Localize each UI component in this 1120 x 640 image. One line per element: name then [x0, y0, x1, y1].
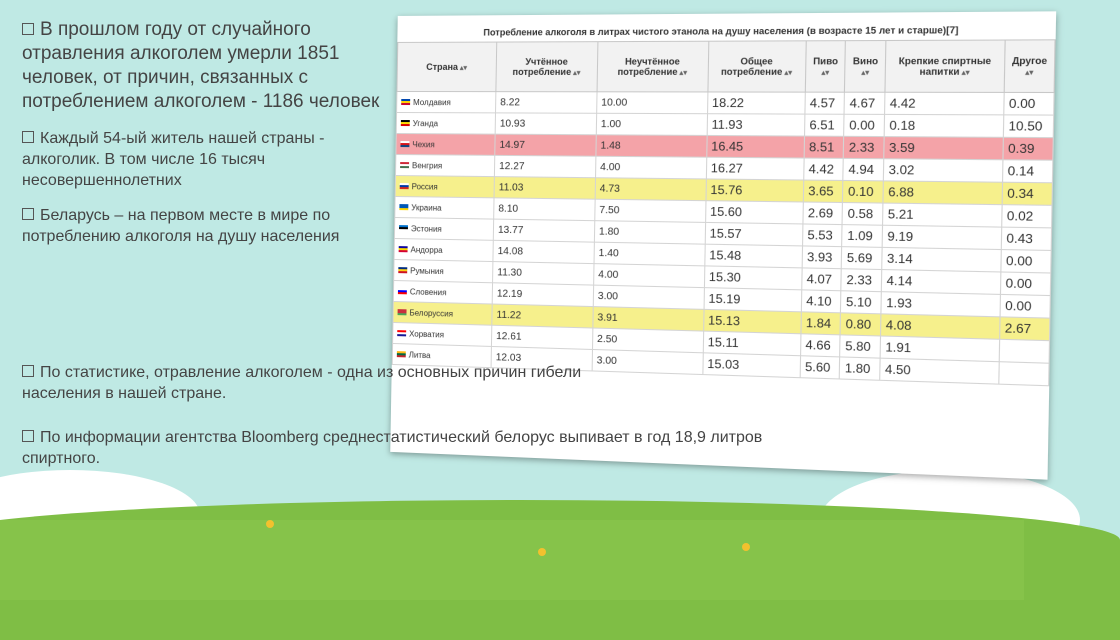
value-cell: 0.00: [844, 114, 885, 136]
value-cell: 5.21: [883, 203, 1002, 227]
country-cell: Эстония: [394, 218, 493, 241]
flag-icon: [398, 288, 407, 294]
checkbox-bullet-icon: [22, 131, 34, 143]
value-cell: 5.10: [841, 291, 881, 314]
value-cell: 4.42: [885, 92, 1004, 115]
flag-icon: [397, 351, 406, 357]
value-cell: [999, 362, 1049, 386]
value-cell: 14.97: [495, 134, 596, 156]
value-cell: 4.00: [593, 264, 704, 288]
value-cell: 12.03: [491, 346, 592, 370]
country-cell: Уганда: [396, 112, 495, 134]
value-cell: 3.00: [592, 349, 703, 374]
bullet-item: В прошлом году от случайного отравления алкоголем умерли 1851 человек, от причин, связанных с потреблением алкоголем - 1186 человек: [22, 19, 380, 112]
value-cell: 0.34: [1002, 182, 1053, 205]
flag-icon: [401, 99, 410, 105]
value-cell: 3.14: [882, 247, 1001, 272]
table-title: Потребление алкоголя в литрах чистого этанола на душу населения (в возрасте 15 лет и старше)[7]: [483, 24, 959, 38]
value-cell: 1.84: [801, 312, 841, 335]
value-cell: 0.58: [843, 203, 884, 226]
value-cell: 3.00: [593, 285, 704, 309]
table-row: [397, 91, 1055, 115]
grass-ground: [0, 520, 1024, 600]
value-cell: 15.76: [705, 179, 803, 202]
value-cell: 16.27: [706, 157, 804, 180]
value-cell: 16.45: [706, 135, 804, 158]
value-cell: 0.02: [1002, 205, 1053, 228]
value-cell: 0.14: [1002, 160, 1053, 183]
value-cell: 0.18: [884, 114, 1003, 137]
col-total: Общее потребление ▴▾: [707, 41, 806, 92]
value-cell: 8.10: [494, 198, 595, 221]
value-cell: 11.30: [493, 262, 594, 286]
checkbox-bullet-icon: [22, 365, 34, 377]
value-cell: 4.73: [595, 178, 706, 201]
flag-icon: [399, 204, 408, 210]
col-country: Страна ▴▾: [397, 42, 497, 92]
col-beer: Пиво ▴▾: [805, 41, 846, 93]
flower-icon: [742, 543, 750, 551]
value-cell: 4.14: [881, 270, 1000, 295]
value-cell: 4.42: [804, 158, 844, 180]
value-cell: 3.02: [883, 159, 1002, 182]
value-cell: 0.39: [1003, 137, 1054, 160]
flag-icon: [398, 309, 407, 315]
alcohol-table: [392, 39, 1056, 386]
value-cell: 15.48: [704, 244, 802, 268]
value-cell: 4.94: [843, 158, 884, 181]
country-cell: Молдавия: [397, 91, 496, 112]
value-cell: [999, 339, 1049, 363]
value-cell: 5.80: [840, 335, 880, 358]
value-cell: 0.00: [1000, 294, 1050, 318]
value-cell: 6.51: [804, 114, 844, 136]
value-cell: 0.00: [1004, 92, 1055, 115]
value-cell: 2.33: [841, 269, 881, 292]
value-cell: 4.57: [805, 92, 845, 114]
value-cell: 2.69: [803, 202, 843, 225]
col-wine: Вино ▴▾: [845, 41, 886, 93]
checkbox-bullet-icon: [22, 430, 34, 442]
value-cell: 5.60: [800, 356, 840, 379]
value-cell: 8.22: [496, 92, 597, 114]
value-cell: 9.19: [882, 225, 1001, 249]
value-cell: 8.51: [804, 136, 844, 158]
value-cell: 15.03: [702, 353, 800, 378]
country-cell: Хорватия: [393, 322, 492, 346]
value-cell: 15.60: [705, 201, 803, 224]
country-cell: Словения: [393, 281, 492, 304]
col-other: Другое ▴▾: [1004, 40, 1055, 93]
value-cell: 3.91: [593, 307, 704, 332]
country-cell: Россия: [395, 176, 494, 198]
flower-icon: [266, 520, 274, 528]
flag-icon: [398, 267, 407, 273]
value-cell: 2.50: [592, 328, 703, 353]
value-cell: 13.77: [493, 219, 594, 242]
value-cell: 2.67: [999, 317, 1049, 341]
flag-icon: [400, 183, 409, 189]
bullet-item: Каждый 54-ый житель нашей страны - алкоголик. В том числе 16 тысяч несовершеннолетних: [22, 130, 325, 189]
value-cell: 4.08: [881, 314, 1000, 339]
value-cell: 15.19: [704, 288, 802, 312]
country-cell: Украина: [395, 197, 494, 220]
col-unrecorded: Неучтённое потребление ▴▾: [597, 41, 709, 92]
value-cell: 4.07: [802, 268, 842, 291]
col-recorded: Учтённое потребление ▴▾: [496, 42, 598, 92]
value-cell: 6.88: [883, 181, 1002, 205]
value-cell: 7.50: [595, 199, 706, 222]
value-cell: 3.59: [884, 137, 1003, 160]
value-cell: 0.00: [1000, 272, 1050, 296]
table-header-row: [397, 40, 1055, 93]
value-cell: 5.53: [802, 224, 842, 247]
value-cell: 0.80: [841, 313, 881, 336]
country-cell: Литва: [392, 343, 491, 367]
value-cell: 1.93: [881, 292, 1000, 317]
flag-icon: [399, 246, 408, 252]
value-cell: 1.09: [842, 225, 883, 248]
flag-icon: [397, 330, 406, 336]
value-cell: 11.93: [707, 114, 805, 136]
value-cell: 1.91: [880, 336, 999, 362]
checkbox-bullet-icon: [22, 23, 34, 35]
value-cell: 15.13: [703, 309, 801, 333]
value-cell: 4.10: [801, 290, 841, 313]
value-cell: 4.66: [800, 334, 840, 357]
value-cell: 12.61: [491, 325, 592, 349]
value-cell: 15.57: [705, 222, 803, 246]
country-cell: Венгрия: [396, 155, 495, 177]
value-cell: 3.65: [803, 180, 843, 203]
value-cell: 1.80: [594, 221, 705, 244]
country-cell: Андорра: [394, 239, 493, 262]
value-cell: 10.93: [495, 113, 596, 135]
value-cell: 3.93: [802, 246, 842, 269]
value-cell: 5.69: [842, 247, 883, 270]
bullet-item: Беларусь – на первом месте в мире по потреблению алкоголя на душу населения: [22, 207, 340, 245]
value-cell: 12.19: [492, 283, 593, 307]
value-cell: 2.33: [844, 136, 885, 158]
country-cell: Румыния: [394, 260, 493, 283]
value-cell: 0.43: [1001, 227, 1052, 250]
country-cell: Чехия: [396, 133, 495, 155]
value-cell: 0.10: [843, 180, 884, 203]
value-cell: 18.22: [707, 92, 805, 114]
value-cell: 1.80: [840, 357, 880, 380]
table-body: [392, 91, 1054, 385]
value-cell: 0.00: [1001, 250, 1051, 273]
flag-icon: [399, 225, 408, 231]
value-cell: 12.27: [494, 155, 595, 177]
value-cell: 4.00: [595, 156, 706, 179]
value-cell: 4.50: [880, 358, 999, 384]
col-spirits: Крепкие спиртные напитки ▴▾: [885, 40, 1005, 92]
alcohol-table-image: [390, 11, 1056, 479]
flag-icon: [400, 141, 409, 147]
value-cell: 1.48: [596, 135, 707, 157]
value-cell: 10.50: [1003, 115, 1054, 138]
value-cell: 15.11: [703, 331, 801, 356]
checkbox-bullet-icon: [22, 208, 34, 220]
value-cell: 14.08: [493, 240, 594, 263]
value-cell: 1.40: [594, 242, 705, 266]
flower-icon: [538, 548, 546, 556]
flag-icon: [401, 120, 410, 126]
value-cell: 10.00: [596, 92, 707, 114]
bullet-list: [22, 18, 392, 261]
value-cell: 1.00: [596, 113, 707, 135]
value-cell: 11.03: [494, 177, 595, 200]
country-cell: Белоруссия: [393, 301, 492, 325]
value-cell: 4.67: [845, 92, 886, 114]
bullet-item: По статистике, отравление алкоголем - одна из основных причин гибели населения в нашей стране.: [22, 364, 582, 402]
value-cell: 15.30: [704, 266, 802, 290]
flag-icon: [400, 162, 409, 168]
value-cell: 11.22: [492, 304, 593, 328]
bullet-item: По информации агентства Bloomberg среднестатистический белорус выпивает в год 18,9 литров спиртного.: [22, 429, 763, 467]
